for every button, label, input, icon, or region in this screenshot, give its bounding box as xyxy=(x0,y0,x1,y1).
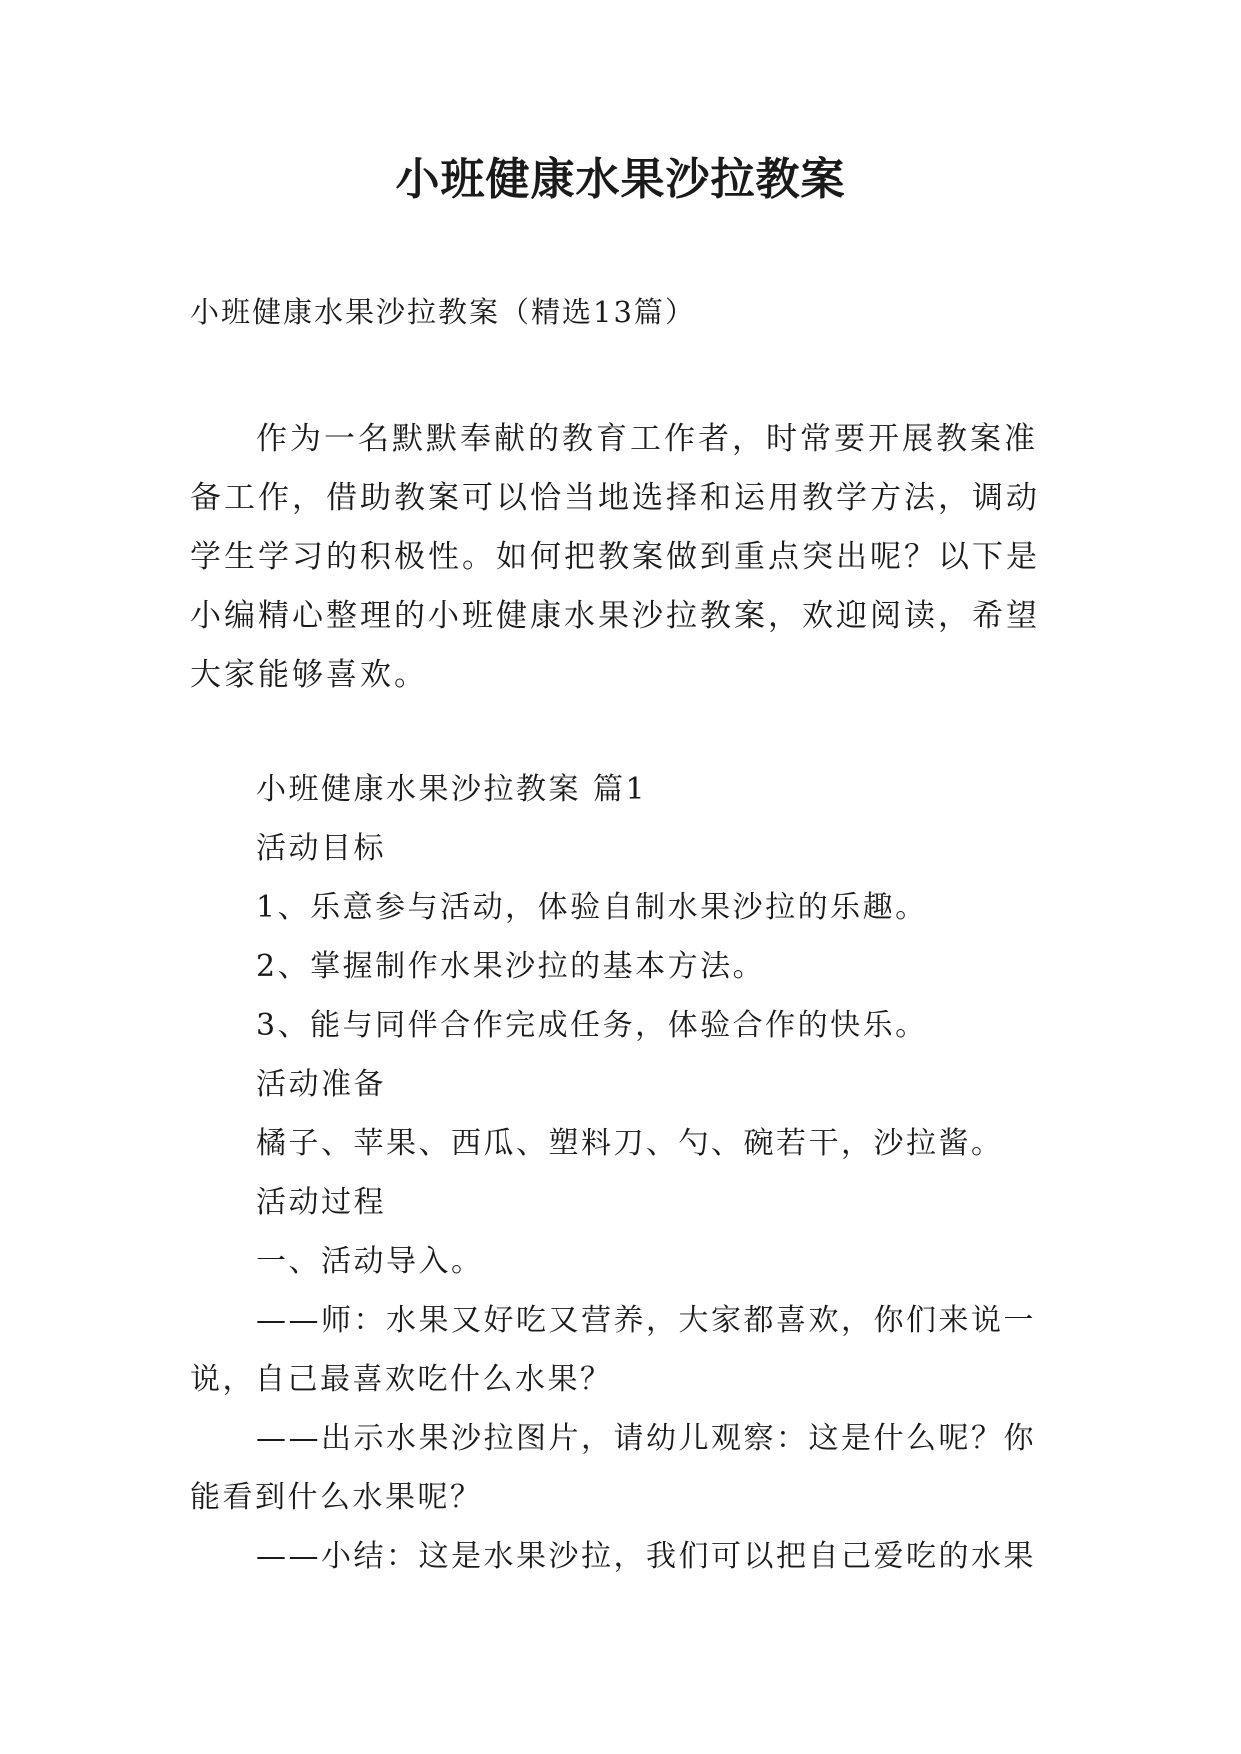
activity-process-heading: 活动过程 xyxy=(256,1185,386,1220)
goal-item: 1、乐意参与活动，体验自制水果沙拉的乐趣。 xyxy=(256,890,928,925)
process-paragraph: ——出示水果沙拉图片，请幼儿观察：这是什么呢？你能看到什么水果呢？ xyxy=(190,1421,1036,1515)
process-paragraph: ——师：水果又好吃又营养，大家都喜欢，你们来说一说，自己最喜欢吃什么水果？ xyxy=(190,1303,1036,1397)
document-subtitle: 小班健康水果沙拉教案（精选13篇） xyxy=(190,295,696,329)
section-heading: 小班健康水果沙拉教案 篇1 xyxy=(256,772,648,807)
intro-paragraph: 作为一名默默奉献的教育工作者，时常要开展教案准备工作，借助教案可以恰当地选择和运用教学方法，调动学生学习的积极性。如何把教案做到重点突出呢？以下是小编精心整理的小班健康水果沙拉教案，欢迎阅读，希望大家能够喜欢。 xyxy=(190,421,1040,693)
prep-materials: 橘子、苹果、西瓜、塑料刀、勺、碗若干，沙拉酱。 xyxy=(256,1126,1004,1161)
activity-goal-heading: 活动目标 xyxy=(256,831,386,866)
document-title: 小班健康水果沙拉教案 xyxy=(395,154,846,205)
process-paragraph: ——小结：这是水果沙拉，我们可以把自己爱吃的水果 xyxy=(256,1539,1036,1574)
document-body xyxy=(190,760,1056,1586)
goal-item: 2、掌握制作水果沙拉的基本方法。 xyxy=(256,949,766,984)
process-step-heading: 一、活动导入。 xyxy=(256,1244,484,1279)
activity-prep-heading: 活动准备 xyxy=(256,1067,386,1102)
goal-item: 3、能与同伴合作完成任务，体验合作的快乐。 xyxy=(256,1008,928,1043)
